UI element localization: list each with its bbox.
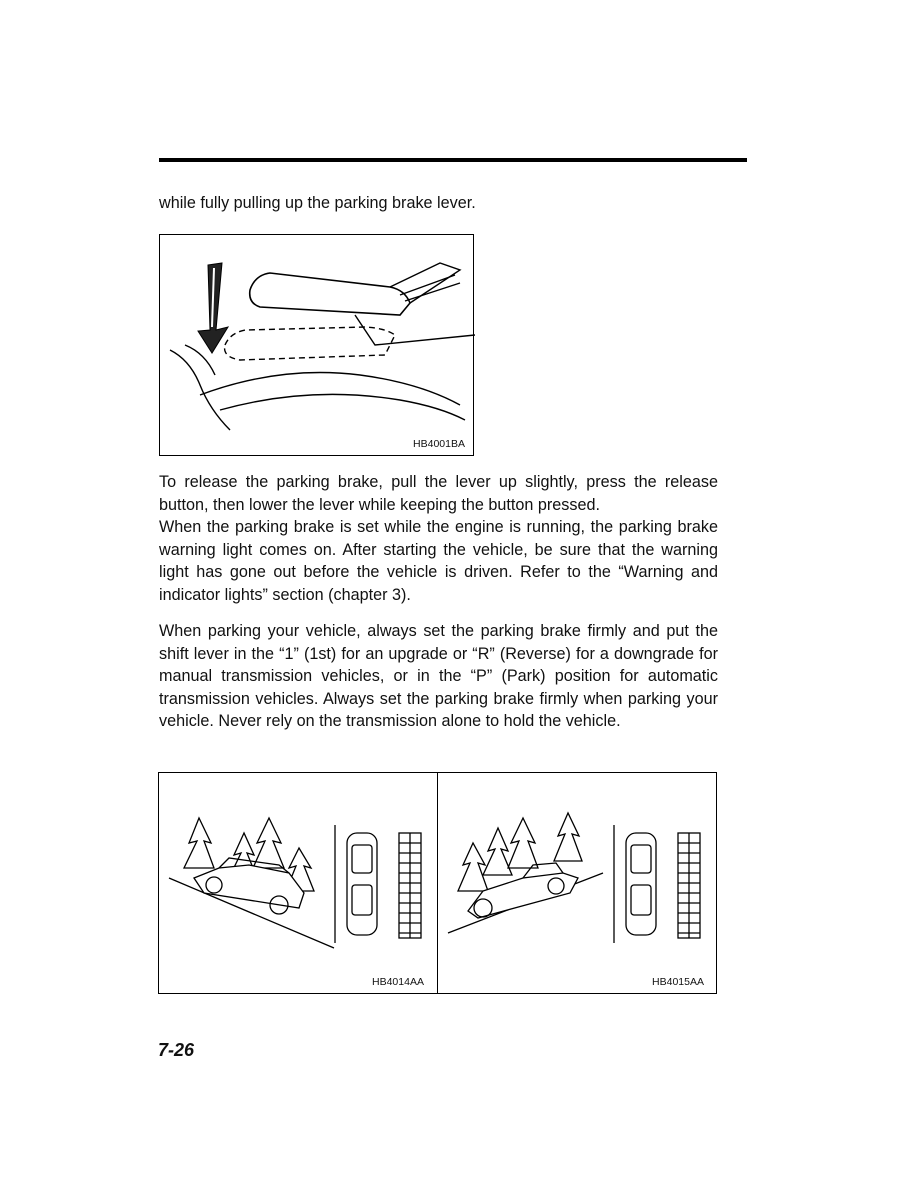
release-paragraph xyxy=(159,471,718,607)
figure-code: HB4015AA xyxy=(652,976,704,988)
arrow-down-icon xyxy=(198,263,228,353)
figure-code: HB4001BA xyxy=(413,438,465,450)
parking-brake-illustration xyxy=(160,235,475,457)
downgrade-illustration xyxy=(438,773,718,973)
parking-brake-figure xyxy=(159,234,474,456)
parking-paragraph: When parking your vehicle, always set the parking brake firmly and put the shift lever in the “1” (1st) for an upgrade or “R” (Reverse) for a downgrade for manual transmission vehicles, or in the “P” (Park) position for automatic transmission vehicles. Always set the parking brake firmly when parking your vehicle. Never rely on the transmission alone to hold the vehicle. xyxy=(159,622,718,731)
intro-text: while fully pulling up the parking brake lever. xyxy=(159,194,476,212)
page-number: 7-26 xyxy=(158,1040,195,1060)
upgrade-illustration xyxy=(159,773,437,973)
figure-code: HB4014AA xyxy=(372,976,424,988)
warning-light-note: When the parking brake is set while the engine is running, the parking brake warning light comes on. After starting the vehicle, be sure that the warning light has gone out before the vehicle is driven. Refer to the “Warning and indicator lights” section (chapter 3). xyxy=(159,518,718,604)
release-instruction: To release the parking brake, pull the lever up slightly, press the release button, then lower the lever while keeping the button pressed. xyxy=(159,473,718,514)
header-rule xyxy=(159,158,747,162)
parking-slope-figure xyxy=(158,772,717,994)
